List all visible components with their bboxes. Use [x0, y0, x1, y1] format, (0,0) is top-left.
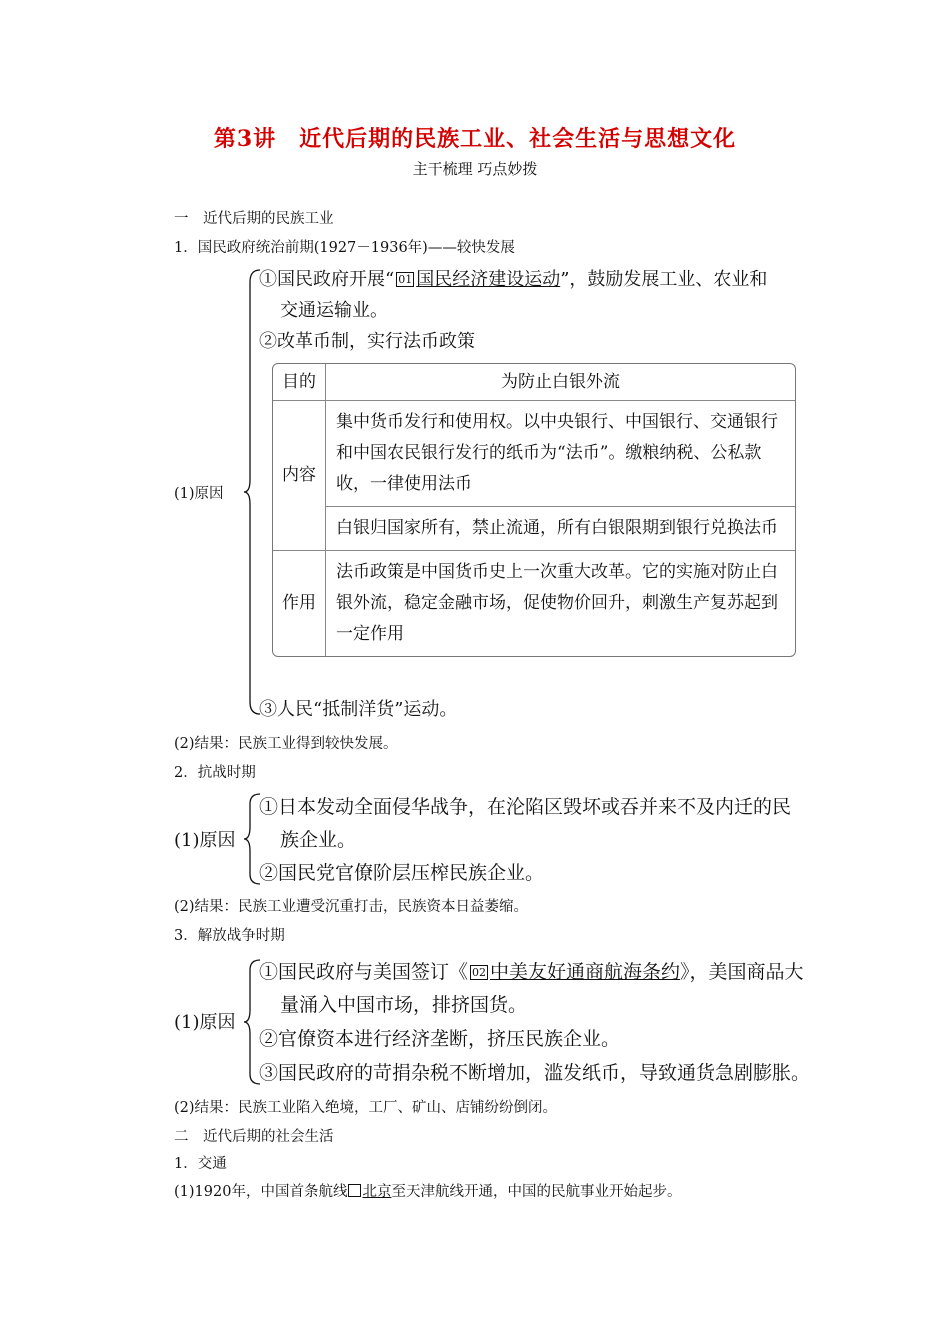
table-row-head: 目的	[273, 364, 326, 401]
table-cell: 集中货币发行和使用权。以中央银行、中国银行、交通银行和中国农民银行发行的纸币为“法币”。缴粮纳税、公私款收，一律使用法币	[326, 401, 795, 507]
section-heading: 一 近代后期的民族工业	[174, 211, 334, 227]
body-line	[174, 1180, 681, 1201]
cause-item-2: ②国民党官僚阶层压榨民族企业。	[259, 862, 545, 884]
answer-underline: 国民经济建设运动	[416, 269, 561, 290]
table-row-head: 内容	[273, 401, 326, 551]
answer-underline: 北京	[362, 1184, 392, 1200]
section-heading: 二 近代后期的社会生活	[174, 1129, 334, 1145]
result-line: (2)结果：民族工业遭受沉重打击，民族资本日益萎缩。	[174, 899, 529, 915]
currency-reform-table	[272, 363, 796, 657]
cause-item-2: ②改革币制，实行法币政策	[259, 331, 475, 352]
cause-item-1-text-a: ①国民政府与美国签订《	[259, 961, 469, 983]
cause-item-1-cont: 族企业。	[280, 829, 357, 851]
cause-item-2: ②官僚资本进行经济垄断，挤压民族企业。	[259, 1028, 621, 1050]
cause-item-1-cont: 交通运输业。	[280, 300, 388, 321]
cause-item-1	[259, 265, 767, 291]
body-line-text-b: 至天津航线开通，中国的民航事业开始起步。	[391, 1184, 682, 1200]
cause-item-3: ③人民“抵制洋货”运动。	[259, 699, 458, 720]
table-row	[273, 364, 795, 401]
table-cell: 白银归国家所有，禁止流通，所有白银限期到银行兑换法币	[326, 507, 795, 551]
subsection-heading: 1．交通	[174, 1156, 227, 1172]
table-cell: 法币政策是中国货币史上一次重大改革。它的实施对防止白银外流，稳定金融市场，促使物价回升，刺激生产复苏起到一定作用	[336, 562, 778, 644]
answer-number-box: 01	[398, 273, 413, 286]
subsection-heading: 2．抗战时期	[174, 765, 256, 781]
table-cell: 为防止白银外流	[326, 364, 795, 401]
result-line: (2)结果：民族工业得到较快发展。	[174, 736, 398, 752]
result-line: (2)结果：民族工业陷入绝境，工厂、矿山、店铺纷纷倒闭。	[174, 1100, 558, 1116]
cause-item-1	[259, 957, 804, 984]
table-row-head: 作用	[273, 551, 326, 656]
cause-label: (1)原因	[174, 486, 224, 502]
page-title: 第3讲 近代后期的民族工业、社会生活与思想文化	[213, 126, 737, 152]
cause-item-1-text-a: ①国民政府开展“	[259, 269, 395, 290]
table-row	[273, 551, 795, 656]
answer-underline: 中美友好通商航海条约	[490, 961, 681, 983]
cause-item-1-text-b: 》，美国商品大	[680, 961, 804, 983]
answer-number-box: 02	[472, 966, 487, 979]
body-line-text-a: (1)1920年，中国首条航线	[174, 1184, 348, 1200]
answer-square	[348, 1184, 361, 1197]
cause-item-1-text-b: ”，鼓励发展工业、农业和	[560, 269, 768, 290]
cause-item-1-cont: 量涌入中国市场，排挤国货。	[280, 994, 528, 1016]
cause-label: (1)原因	[174, 1012, 236, 1033]
subsection-heading: 3．解放战争时期	[174, 928, 285, 944]
table-row	[273, 401, 795, 507]
table-row	[273, 507, 795, 551]
cause-item-1: ①日本发动全面侵华战争，在沦陷区毁坏或吞并来不及内迁的民	[259, 796, 792, 818]
cause-label: (1)原因	[174, 830, 236, 851]
page-subtitle: 主干梳理 巧点妙拨	[412, 160, 538, 178]
cause-item-3: ③国民政府的苛捐杂税不断增加，滥发纸币，导致通货急剧膨胀。	[259, 1062, 811, 1084]
subsection-heading: 1．国民政府统治前期(1927－1936年)——较快发展	[174, 240, 515, 256]
